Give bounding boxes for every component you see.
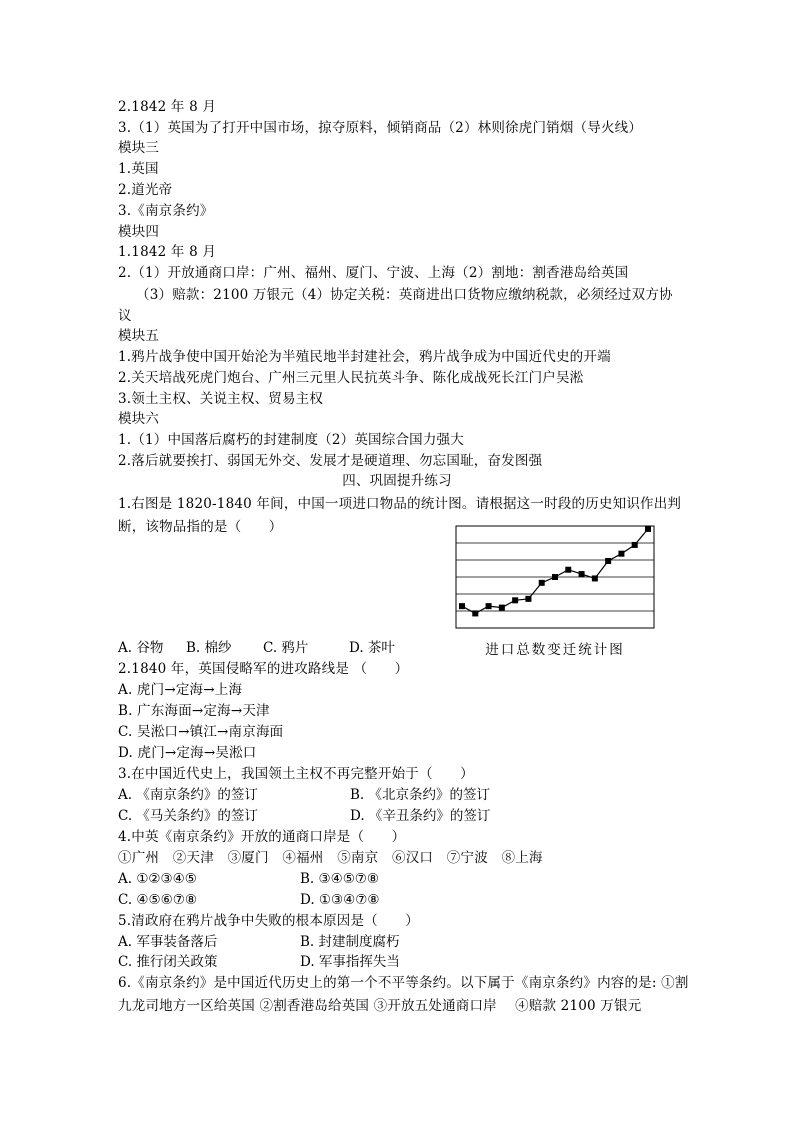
answer-line: 3.领土主权、关说主权、贸易主权	[118, 391, 324, 407]
module-heading: 模块六	[118, 411, 160, 427]
question-stem: 3.在中国近代史上，我国领土主权不再完整开始于（ ）	[118, 766, 474, 782]
data-point	[552, 574, 558, 580]
series-line	[462, 529, 648, 614]
import-statistics-chart	[452, 524, 658, 632]
data-point	[499, 605, 505, 611]
data-point	[539, 580, 545, 586]
answer-line: 2.（1）开放通商口岸：广州、福州、厦门、宁波、上海（2）割地：割香港岛给英国	[118, 265, 629, 281]
data-point	[472, 610, 478, 616]
question-stem: 6.《南京条约》是中国近代历史上的第一个不平等条约。以下属于《南京条约》内容的是: ①割	[118, 975, 689, 991]
option-c[interactable]: C. ④⑤⑥⑦⑧	[118, 892, 197, 908]
option-b[interactable]: B. 广东海面→定海→天津	[118, 703, 270, 719]
answer-line: 2.落后就要挨打、弱国无外交、发展才是硬道理、勿忘国耻，奋发图强	[118, 453, 543, 469]
question-stem: 1.右图是 1820-1840 年间，中国一项进口物品的统计图。请根据这一时段的历史知识作出判	[118, 496, 682, 512]
data-point	[486, 603, 492, 609]
data-point	[579, 571, 585, 577]
answer-line: 2.关天培战死虎门炮台、广州三元里人民抗英斗争、陈化成战死长江门户吴淞	[118, 370, 584, 386]
answer-line: 1.（1）中国落后腐朽的封建制度（2）英国综合国力强大	[118, 432, 464, 448]
option-d[interactable]: D. ①③④⑦⑧	[300, 892, 380, 908]
data-point	[605, 558, 611, 564]
answer-line: 1.1842 年 8 月	[118, 244, 217, 260]
chart-svg	[452, 524, 658, 632]
option-d[interactable]: D. 军事指挥失当	[300, 954, 400, 970]
section-heading: 四、巩固提升练习	[342, 473, 452, 489]
option-c[interactable]: C. 《马关条约》的签订	[118, 808, 258, 824]
option-d[interactable]: D. 虎门→定海→吴淞口	[118, 745, 257, 761]
question-stem: 4.中英《南京条约》开放的通商口岸是（ ）	[118, 829, 406, 845]
question-stem: 断，该物品指的是（ ）	[118, 519, 283, 535]
question-stem: 九龙司地方一区给英国 ②割香港岛给英国 ③开放五处通商口岸 ④赔款 2100 万银元	[118, 998, 642, 1014]
module-heading: 模块三	[118, 140, 160, 156]
answer-line: 3.（1）英国为了打开中国市场，掠夺原料，倾销商品（2）林则徐虎门销烟（导火线）	[118, 120, 643, 136]
data-point	[512, 597, 518, 603]
data-point	[525, 596, 531, 602]
option-b[interactable]: B. ③④⑤⑦⑧	[300, 871, 380, 887]
option-a[interactable]: A. 《南京条约》的签订	[118, 787, 258, 803]
option-b[interactable]: B. 封建制度腐朽	[300, 934, 400, 950]
answer-line: 3.《南京条约》	[118, 203, 214, 219]
answer-line: 1.鸦片战争使中国开始沦为半殖民地半封建社会，鸦片战争成为中国近代史的开端	[118, 349, 611, 365]
data-point	[565, 567, 571, 573]
module-heading: 模块四	[118, 224, 160, 240]
option-a[interactable]: A. ①②③④⑤	[118, 871, 197, 887]
option-c[interactable]: C. 吴淞口→镇江→南京海面	[118, 724, 284, 740]
q1-options	[118, 638, 395, 658]
data-point	[645, 526, 651, 532]
question-stem: 2.1840 年，英国侵略军的进攻路线是 （ ）	[118, 661, 409, 677]
answer-line: （3）赔款：2100 万银元（4）协定关税：英商进出口货物应缴纳税款，必须经过双方协	[136, 287, 673, 303]
option-b[interactable]: B. 棉纱	[186, 640, 232, 656]
data-point	[632, 542, 638, 548]
question-stem: 5.清政府在鸦片战争中失败的根本原因是（ ）	[118, 913, 419, 929]
option-c[interactable]: C. 推行闭关政策	[118, 954, 218, 970]
option-a[interactable]: A. 军事装备落后	[118, 934, 218, 950]
module-heading: 模块五	[118, 328, 160, 344]
option-b[interactable]: B. 《北京条约》的签订	[350, 787, 491, 803]
data-point	[592, 575, 598, 581]
option-c[interactable]: C. 鸦片	[263, 640, 309, 656]
answer-line: 1.英国	[118, 161, 159, 177]
chart-caption: 进口总数变迁统计图	[485, 642, 625, 658]
option-a[interactable]: A. 谷物	[118, 640, 164, 656]
answer-line: 2.道光帝	[118, 182, 173, 198]
answer-line: 议	[118, 308, 132, 324]
data-point	[618, 551, 624, 557]
answer-line: 2.1842 年 8 月	[118, 99, 217, 115]
port-list: ①广州 ②天津 ③厦门 ④福州 ⑤南京 ⑥汉口 ⑦宁波 ⑧上海	[118, 850, 543, 866]
option-a[interactable]: A. 虎门→定海→上海	[118, 682, 243, 698]
option-d[interactable]: D. 《辛丑条约》的签订	[350, 808, 491, 824]
option-d[interactable]: D. 茶叶	[349, 640, 395, 656]
data-point	[459, 603, 465, 609]
